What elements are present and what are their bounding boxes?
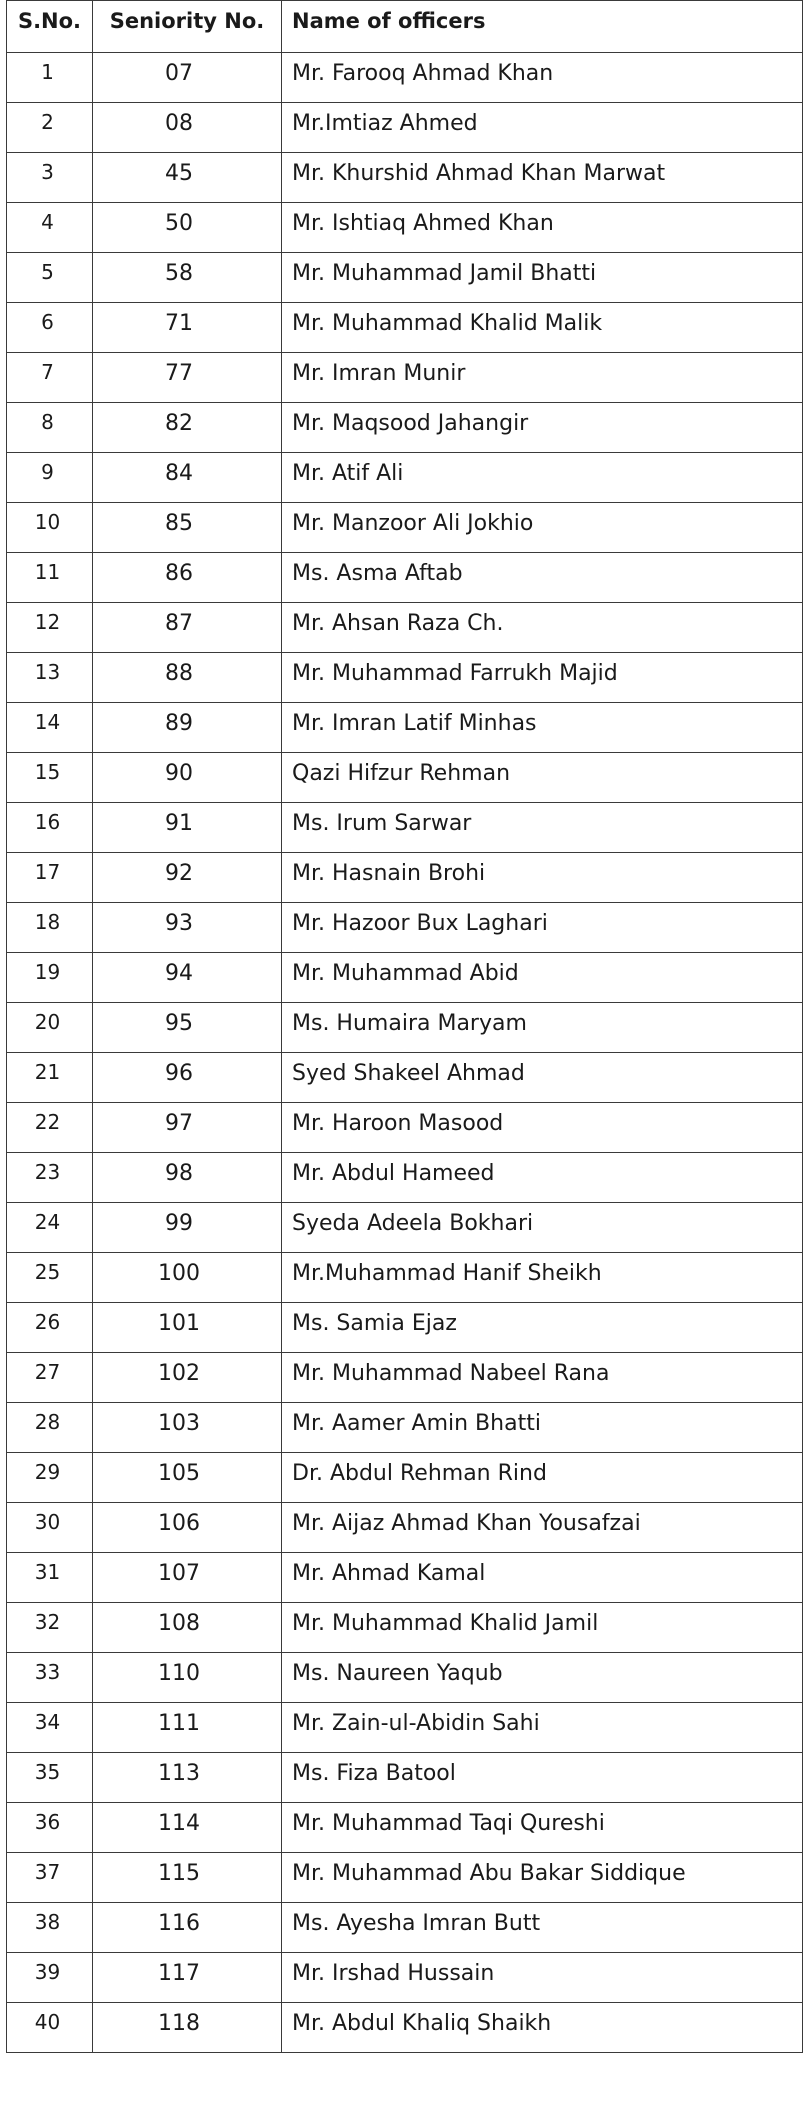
cell-sno: 6 bbox=[7, 303, 93, 353]
table-row bbox=[7, 903, 803, 953]
cell-seniority: 87 bbox=[93, 603, 282, 653]
cell-sno: 31 bbox=[7, 1553, 93, 1603]
cell-sno: 7 bbox=[7, 353, 93, 403]
cell-officer-name: Mr. Ishtiaq Ahmed Khan bbox=[282, 203, 803, 253]
cell-officer-name: Ms. Humaira Maryam bbox=[282, 1003, 803, 1053]
cell-sno: 35 bbox=[7, 1753, 93, 1803]
cell-sno: 9 bbox=[7, 453, 93, 503]
cell-seniority: 82 bbox=[93, 403, 282, 453]
cell-officer-name: Mr. Muhammad Nabeel Rana bbox=[282, 1353, 803, 1403]
table-row bbox=[7, 1803, 803, 1853]
cell-officer-name: Mr. Hasnain Brohi bbox=[282, 853, 803, 903]
cell-seniority: 117 bbox=[93, 1953, 282, 2003]
cell-seniority: 118 bbox=[93, 2003, 282, 2053]
cell-officer-name: Mr. Farooq Ahmad Khan bbox=[282, 53, 803, 103]
cell-officer-name: Mr. Muhammad Taqi Qureshi bbox=[282, 1803, 803, 1853]
table-row bbox=[7, 853, 803, 903]
cell-seniority: 84 bbox=[93, 453, 282, 503]
header-seniority: Seniority No. bbox=[93, 1, 282, 53]
cell-sno: 36 bbox=[7, 1803, 93, 1853]
cell-officer-name: Mr. Khurshid Ahmad Khan Marwat bbox=[282, 153, 803, 203]
cell-officer-name: Mr. Aijaz Ahmad Khan Yousafzai bbox=[282, 1503, 803, 1553]
header-sno: S.No. bbox=[7, 1, 93, 53]
cell-officer-name: Mr. Haroon Masood bbox=[282, 1103, 803, 1153]
cell-officer-name: Ms. Samia Ejaz bbox=[282, 1303, 803, 1353]
cell-seniority: 107 bbox=[93, 1553, 282, 1603]
cell-officer-name: Mr.Muhammad Hanif Sheikh bbox=[282, 1253, 803, 1303]
cell-officer-name: Ms. Asma Aftab bbox=[282, 553, 803, 603]
cell-officer-name: Ms. Naureen Yaqub bbox=[282, 1653, 803, 1703]
cell-seniority: 113 bbox=[93, 1753, 282, 1803]
cell-officer-name: Mr. Muhammad Abid bbox=[282, 953, 803, 1003]
table-row bbox=[7, 1253, 803, 1303]
cell-sno: 28 bbox=[7, 1403, 93, 1453]
cell-sno: 38 bbox=[7, 1903, 93, 1953]
cell-sno: 16 bbox=[7, 803, 93, 853]
table-row bbox=[7, 103, 803, 153]
cell-sno: 32 bbox=[7, 1603, 93, 1653]
table-row bbox=[7, 303, 803, 353]
table-row bbox=[7, 1353, 803, 1403]
table-row bbox=[7, 1553, 803, 1603]
cell-officer-name: Ms. Fiza Batool bbox=[282, 1753, 803, 1803]
cell-officer-name: Syed Shakeel Ahmad bbox=[282, 1053, 803, 1103]
table-row bbox=[7, 453, 803, 503]
cell-sno: 29 bbox=[7, 1453, 93, 1503]
cell-officer-name: Mr. Abdul Khaliq Shaikh bbox=[282, 2003, 803, 2053]
cell-seniority: 99 bbox=[93, 1203, 282, 1253]
table-row bbox=[7, 1703, 803, 1753]
cell-sno: 1 bbox=[7, 53, 93, 103]
cell-seniority: 92 bbox=[93, 853, 282, 903]
cell-officer-name: Mr. Muhammad Jamil Bhatti bbox=[282, 253, 803, 303]
cell-seniority: 85 bbox=[93, 503, 282, 553]
cell-sno: 12 bbox=[7, 603, 93, 653]
cell-sno: 26 bbox=[7, 1303, 93, 1353]
table-row bbox=[7, 1453, 803, 1503]
cell-sno: 20 bbox=[7, 1003, 93, 1053]
cell-officer-name: Mr. Zain-ul-Abidin Sahi bbox=[282, 1703, 803, 1753]
header-name: Name of officers bbox=[282, 1, 803, 53]
cell-seniority: 86 bbox=[93, 553, 282, 603]
table-row bbox=[7, 1403, 803, 1453]
cell-sno: 8 bbox=[7, 403, 93, 453]
table-row bbox=[7, 1203, 803, 1253]
cell-seniority: 50 bbox=[93, 203, 282, 253]
cell-sno: 4 bbox=[7, 203, 93, 253]
cell-officer-name: Mr. Manzoor Ali Jokhio bbox=[282, 503, 803, 553]
cell-officer-name: Syeda Adeela Bokhari bbox=[282, 1203, 803, 1253]
table-row bbox=[7, 2003, 803, 2053]
cell-seniority: 101 bbox=[93, 1303, 282, 1353]
cell-sno: 18 bbox=[7, 903, 93, 953]
table-row bbox=[7, 1853, 803, 1903]
table-body bbox=[7, 53, 803, 2053]
table-row bbox=[7, 1003, 803, 1053]
table-row bbox=[7, 653, 803, 703]
cell-officer-name: Mr. Ahmad Kamal bbox=[282, 1553, 803, 1603]
table-row bbox=[7, 1153, 803, 1203]
cell-sno: 39 bbox=[7, 1953, 93, 2003]
officers-document bbox=[6, 0, 804, 2053]
cell-sno: 25 bbox=[7, 1253, 93, 1303]
table-row bbox=[7, 1303, 803, 1353]
table-row bbox=[7, 703, 803, 753]
cell-seniority: 96 bbox=[93, 1053, 282, 1103]
cell-seniority: 45 bbox=[93, 153, 282, 203]
cell-seniority: 115 bbox=[93, 1853, 282, 1903]
cell-seniority: 93 bbox=[93, 903, 282, 953]
cell-sno: 24 bbox=[7, 1203, 93, 1253]
officers-table bbox=[6, 0, 803, 2053]
table-row bbox=[7, 1053, 803, 1103]
cell-seniority: 07 bbox=[93, 53, 282, 103]
cell-officer-name: Mr.Imtiaz Ahmed bbox=[282, 103, 803, 153]
cell-sno: 2 bbox=[7, 103, 93, 153]
table-row bbox=[7, 203, 803, 253]
cell-seniority: 97 bbox=[93, 1103, 282, 1153]
cell-sno: 34 bbox=[7, 1703, 93, 1753]
table-row bbox=[7, 1603, 803, 1653]
cell-sno: 19 bbox=[7, 953, 93, 1003]
cell-officer-name: Ms. Ayesha Imran Butt bbox=[282, 1903, 803, 1953]
cell-sno: 37 bbox=[7, 1853, 93, 1903]
table-row bbox=[7, 353, 803, 403]
cell-sno: 27 bbox=[7, 1353, 93, 1403]
cell-seniority: 105 bbox=[93, 1453, 282, 1503]
cell-sno: 13 bbox=[7, 653, 93, 703]
cell-sno: 33 bbox=[7, 1653, 93, 1703]
table-row bbox=[7, 1753, 803, 1803]
table-row bbox=[7, 953, 803, 1003]
table-row bbox=[7, 753, 803, 803]
table-row bbox=[7, 1953, 803, 2003]
table-row bbox=[7, 153, 803, 203]
cell-sno: 17 bbox=[7, 853, 93, 903]
cell-seniority: 91 bbox=[93, 803, 282, 853]
cell-sno: 11 bbox=[7, 553, 93, 603]
cell-seniority: 103 bbox=[93, 1403, 282, 1453]
table-row bbox=[7, 603, 803, 653]
cell-sno: 22 bbox=[7, 1103, 93, 1153]
cell-officer-name: Mr. Abdul Hameed bbox=[282, 1153, 803, 1203]
cell-officer-name: Mr. Atif Ali bbox=[282, 453, 803, 503]
table-row bbox=[7, 553, 803, 603]
cell-officer-name: Mr. Ahsan Raza Ch. bbox=[282, 603, 803, 653]
cell-sno: 3 bbox=[7, 153, 93, 203]
cell-seniority: 108 bbox=[93, 1603, 282, 1653]
table-row bbox=[7, 1103, 803, 1153]
cell-officer-name: Dr. Abdul Rehman Rind bbox=[282, 1453, 803, 1503]
cell-sno: 21 bbox=[7, 1053, 93, 1103]
cell-sno: 30 bbox=[7, 1503, 93, 1553]
table-row bbox=[7, 1653, 803, 1703]
table-row bbox=[7, 1503, 803, 1553]
table-row bbox=[7, 53, 803, 103]
cell-seniority: 95 bbox=[93, 1003, 282, 1053]
cell-officer-name: Qazi Hifzur Rehman bbox=[282, 753, 803, 803]
cell-sno: 14 bbox=[7, 703, 93, 753]
cell-seniority: 77 bbox=[93, 353, 282, 403]
cell-seniority: 58 bbox=[93, 253, 282, 303]
cell-seniority: 88 bbox=[93, 653, 282, 703]
cell-seniority: 94 bbox=[93, 953, 282, 1003]
cell-seniority: 89 bbox=[93, 703, 282, 753]
cell-officer-name: Mr. Muhammad Abu Bakar Siddique bbox=[282, 1853, 803, 1903]
cell-sno: 40 bbox=[7, 2003, 93, 2053]
cell-officer-name: Ms. Irum Sarwar bbox=[282, 803, 803, 853]
cell-sno: 23 bbox=[7, 1153, 93, 1203]
cell-seniority: 71 bbox=[93, 303, 282, 353]
table-row bbox=[7, 403, 803, 453]
cell-seniority: 100 bbox=[93, 1253, 282, 1303]
table-row bbox=[7, 503, 803, 553]
cell-seniority: 102 bbox=[93, 1353, 282, 1403]
cell-seniority: 08 bbox=[93, 103, 282, 153]
cell-sno: 15 bbox=[7, 753, 93, 803]
cell-officer-name: Mr. Irshad Hussain bbox=[282, 1953, 803, 2003]
cell-officer-name: Mr. Muhammad Khalid Malik bbox=[282, 303, 803, 353]
cell-seniority: 90 bbox=[93, 753, 282, 803]
cell-officer-name: Mr. Hazoor Bux Laghari bbox=[282, 903, 803, 953]
cell-officer-name: Mr. Maqsood Jahangir bbox=[282, 403, 803, 453]
cell-officer-name: Mr. Muhammad Khalid Jamil bbox=[282, 1603, 803, 1653]
header-row bbox=[7, 1, 803, 53]
cell-seniority: 114 bbox=[93, 1803, 282, 1853]
cell-sno: 10 bbox=[7, 503, 93, 553]
cell-seniority: 106 bbox=[93, 1503, 282, 1553]
cell-sno: 5 bbox=[7, 253, 93, 303]
cell-seniority: 116 bbox=[93, 1903, 282, 1953]
cell-officer-name: Mr. Imran Munir bbox=[282, 353, 803, 403]
table-row bbox=[7, 803, 803, 853]
cell-officer-name: Mr. Aamer Amin Bhatti bbox=[282, 1403, 803, 1453]
cell-seniority: 98 bbox=[93, 1153, 282, 1203]
cell-officer-name: Mr. Imran Latif Minhas bbox=[282, 703, 803, 753]
cell-officer-name: Mr. Muhammad Farrukh Majid bbox=[282, 653, 803, 703]
table-row bbox=[7, 253, 803, 303]
cell-seniority: 110 bbox=[93, 1653, 282, 1703]
cell-seniority: 111 bbox=[93, 1703, 282, 1753]
table-row bbox=[7, 1903, 803, 1953]
table-header bbox=[7, 1, 803, 53]
